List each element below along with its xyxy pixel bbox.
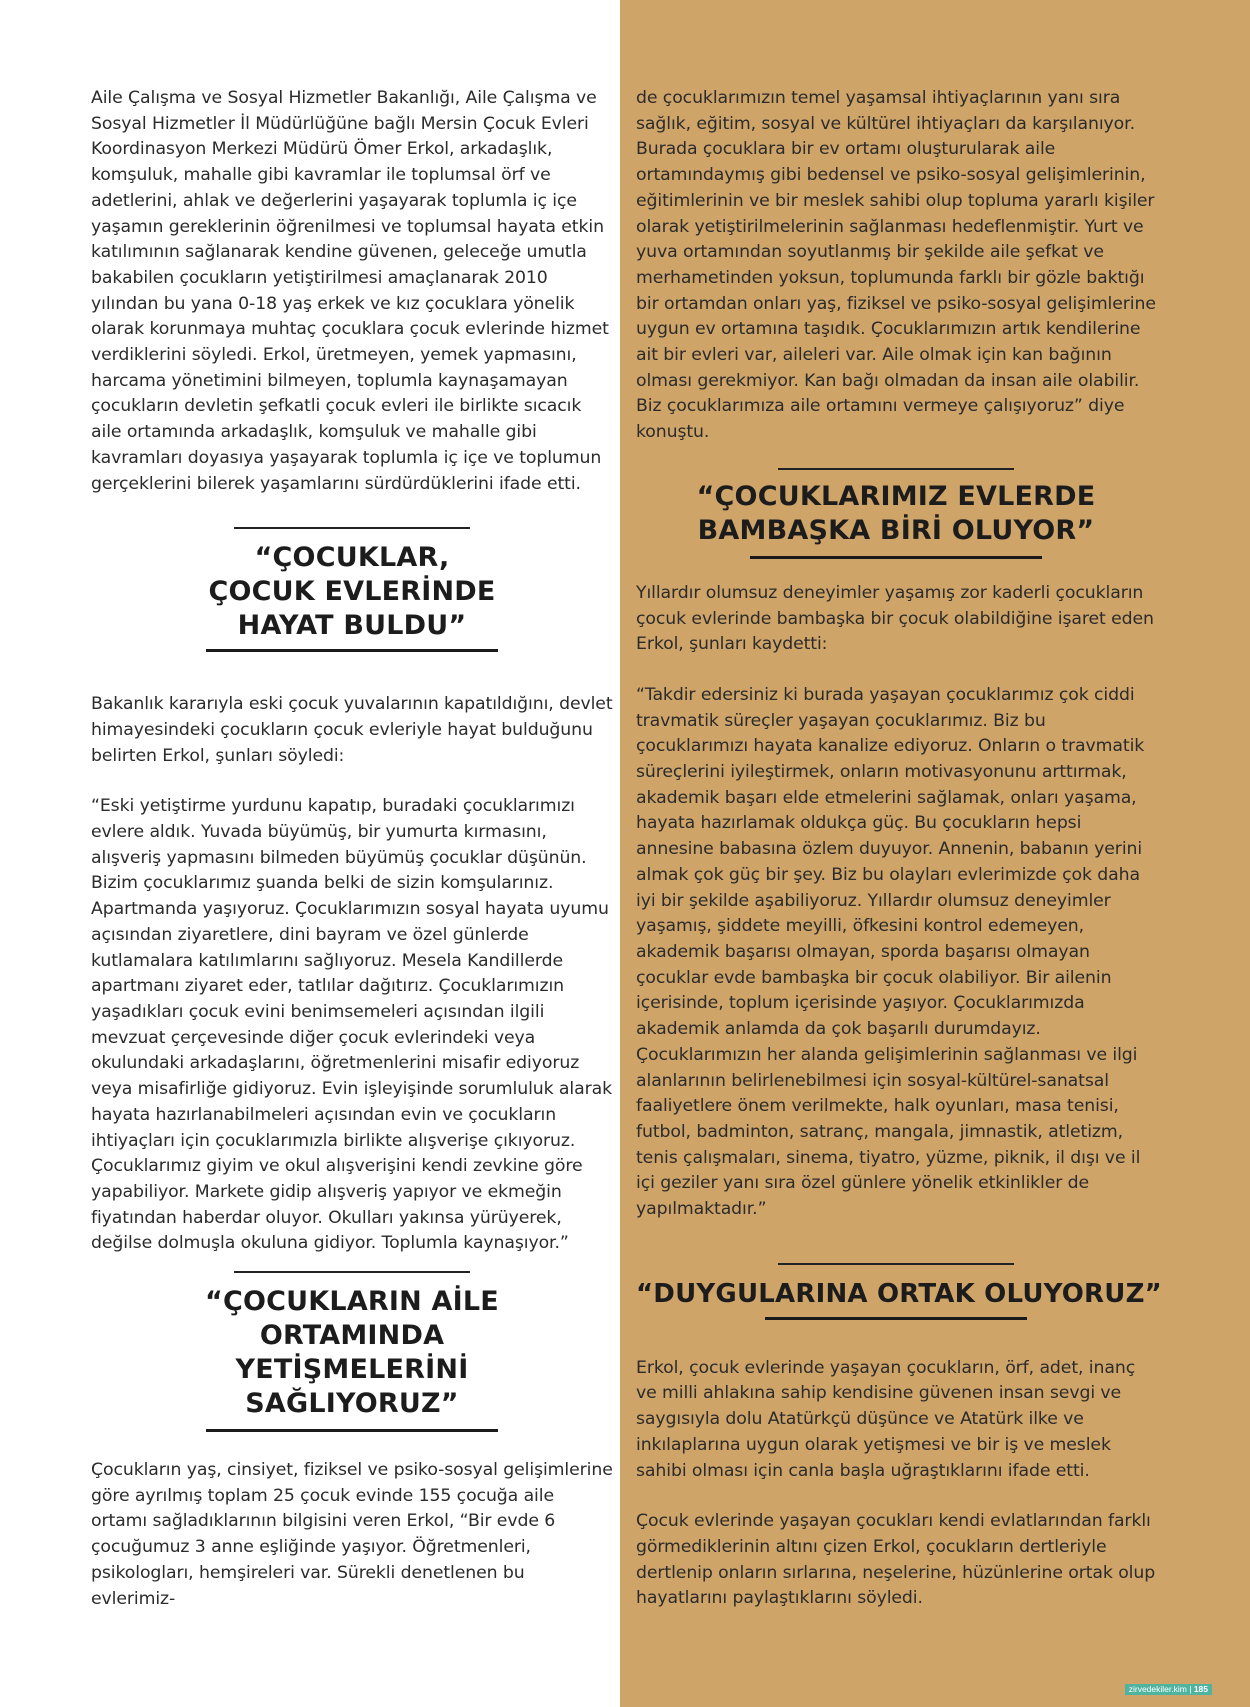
quote-paragraph: “Eski yetiştirme yurdunu kapatıp, buradaki çocuklarımızı evlere aldık. Yuvada büyümüş, bir yumurta kırmasını, alışveriş yapmasını bilmeden büyümüş çocuklar düşünün. Bizim çocuklarımız şuanda belki de sizin komşularınız. Apartmanda yaşıyoruz. Çocuklarımızın sosyal hayata uyumu açısından ziyaretlere, dini bayram ve özel günlerde kutlamalara katılımlarını sağlıyoruz. Mesela Kandillerde apartmanı ziyaret eder, tatlılar dağıtırız. Çocuklarımızın yaşadıkları çocuk evini benimsemeleri açısından ilgili mevzuat çerçevesinde diğer çocuk evlerindeki veya okulundaki arkadaşlarını, öğretmenlerini misafir ediyoruz veya misafirliğe gidiyoruz. Evin işleyişinde sorumluluk alarak hayata hazırlanabilmeleri açısından evin ve çocukların ihtiyaçları için çocuklarımızla birlikte alışverişe çıkıyoruz. Çocuklarımız giyim ve okul alışverişini kendi zevkine göre yapabiliyor. Markete gidip alışveriş yapıyor ve ekmeğin fiyatından haberdar oluyor. Okulları yakınsa yürüyerek, değilse dolmuşla okuluna gidiyor. Toplumla kaynaşıyor.” xyxy=(91,796,613,1254)
body-paragraph: Erkol, çocuk evlerinde yaşayan çocukların, örf, adet, inanç ve milli ahlakına sahip kendisine güvenen insan sevgi ve saygısıyla dolu Atatürkçü düşünce ve Atatürk ilke ve inkılaplarına uygun olarak yetişmesi ve bir iş ve meslek sahibi olması için canla başla uğraştıklarını ifade etti. xyxy=(636,1357,1136,1481)
right-column xyxy=(636,86,1162,1612)
intro-paragraph: Aile Çalışma ve Sosyal Hizmetler Bakanlığı, Aile Çalışma ve Sosyal Hizmetler İl Müdürlüğüne bağlı Mersin Çocuk Evleri Koordinasyon Merkezi Müdürü Ömer Erkol, arkadaşlık, komşuluk, mahalle gibi kavramlar ile toplumsal örf ve adetlerini, ahlak ve değerlerini yaşayarak toplumla iç içe yaşamın gereklerinin öğrenilmesi ve toplumsal hayata etkin katılımının sağlanarak kendine güvenen, geleceğe umutla bakabilen çocukların yetiştirilmesi amaçlanarak 2010 yılından bu yana 0-18 yaş erkek ve kız çocuklara yönelik olarak korunmaya muhtaç çocuklara çocuk evlerinde hizmet verdiklerini söyledi. Erkol, üretmeyen, yemek yapmasını, harcama yönetimini bilmeyen, toplumla kaynaşamayan çocukların devletin şefkatli çocuk evleri ile birlikte sıcacık aile ortamında arkadaşlık, komşuluk ve mahalle gibi kavramları doyasıya yaşayarak toplumla iç içe ve toplumun gerçeklerini bilerek yaşamlarını sürdürdüklerini ifade etti. xyxy=(91,88,609,494)
heading-rule-top xyxy=(234,1271,470,1273)
section-heading: “ÇOCUKLAR, ÇOCUK EVLERİNDE HAYAT BULDU” xyxy=(208,542,496,642)
heading-rule-top xyxy=(234,527,470,529)
section-heading: “ÇOCUKLARIMIZ EVLERDE BAMBAŞKA BİRİ OLUYOR” xyxy=(696,480,1096,546)
body-paragraph: Çocukların yaş, cinsiyet, fiziksel ve psiko-sosyal gelişimlerine göre ayrılmış toplam 25 çocuk evinde 155 çocuğa aile ortamı sağladıklarının bilgisini veren Erkol, “Bir evde 6 çocuğumuz 3 anne eşliğinde yaşıyor. Öğretmenleri, psikologları, hemşireleri var. Sürekli denetlenen bu evlerimiz- xyxy=(91,1460,613,1609)
heading-block-3 xyxy=(636,468,1156,559)
body-paragraph: Bakanlık kararıyla eski çocuk yuvalarının kapatıldığını, devlet himayesindeki çocukların çocuk evleriyle hayat bulduğunu belirten Erkol, şunları söyledi: xyxy=(91,694,613,766)
heading-rule-top xyxy=(778,468,1014,470)
page-number: 185 xyxy=(1193,1684,1208,1694)
body-paragraph: Yıllardır olumsuz deneyimler yaşamış zor kaderli çocukların çocuk evlerinde bambaşka bir çocuk olabildiğine işaret eden Erkol, şunları kaydetti: xyxy=(636,582,1154,655)
section-heading: “DUYGULARINA ORTAK OLUYORUZ” xyxy=(636,1278,1162,1309)
section-heading: “ÇOCUKLARIN AİLE ORTAMINDA YETİŞMELERİNİ SAĞLIYORUZ” xyxy=(205,1286,499,1420)
heading-rule-top xyxy=(778,1263,1014,1265)
footer-separator: | xyxy=(1189,1684,1192,1694)
heading-block-1 xyxy=(91,527,613,652)
page-footer-badge xyxy=(1125,1684,1212,1695)
body-paragraph: de çocuklarımızın temel yaşamsal ihtiyaçlarının yanı sıra sağlık, eğitim, sosyal ve kültürel ihtiyaçları da karşılanıyor. Burada çocuklara bir ev ortamı oluşturularak aile ortamındaymış gibi bedensel ve psiko-sosyal gelişimlerinin, eğitimlerinin ve bir meslek sahibi olup topluma yararlı kişiler olarak yetiştirilmelerinin sağlanması hedeflenmiştir. Yurt ve yuva ortamından soyutlanmış bir şekilde aile şefkat ve merhametinden yoksun, toplumunda farklı bir gözle baktığı bir ortamdan onları yaş, fiziksel ve psiko-sosyal gelişimlerine uygun ev ortamına taşıdık. Çocuklarımızın artık kendilerine ait bir evleri var, aileleri var. Aile olmak için kan bağının olması gerekmiyor. Kan bağı olmadan da insan aile olabilir. Biz çocuklarımıza aile ortamını vermeye çalışıyoruz” diye konuştu. xyxy=(636,88,1156,443)
heading-block-2 xyxy=(91,1271,613,1432)
footer-site: zirvedekiler.kim xyxy=(1128,1684,1187,1694)
quote-paragraph: “Takdir edersiniz ki burada yaşayan çocuklarımız çok ciddi travmatik süreçler yaşayan çocuklarımız. Biz bu çocuklarımızı hayata kanalize ediyoruz. Onların o travmatik süreçlerini iyileştirmek, onların motivasyonunu arttırmak, akademik başarı elde etmelerini sağlamak, onları yaşama, hayata hazırlamak oldukça güç. Bu çocukların hepsi annesine babasına özlem duyuyor. Annenin, babanın yerini almak çok güç bir şey. Biz bu olayları evlerimizde çok daha iyi bir şekilde aşabiliyoruz. Yıllardır olumsuz deneyimler yaşamış, şiddete meyilli, öfkesini kontrol edemeyen, akademik başarısı olmayan, sporda başarısı olmayan çocuklar evde bambaşka bir çocuk olabiliyor. Bir ailenin içerisinde, toplum içerisinde yaşıyor. Çocuklarımızda akademik anlamda da çok başarılı durumdayız. Çocuklarımızın her alanda gelişimlerinin sağlanması ve ilgi alanlarının belirlenebilmesi için sosyal-kültürel-sanatsal faaliyetlere önem verilmekte, halk oyunları, masa tenisi, futbol, badminton, satranç, mangala, jimnastik, atletizm, tenis çalışmaları, sinema, tiyatro, yüzme, piknik, il dışı ve il içi geziler yanı sıra özel günlere yönelik etkinlikler de yapılmaktadır.” xyxy=(636,684,1145,1220)
heading-block-4 xyxy=(636,1263,1162,1320)
body-paragraph: Çocuk evlerinde yaşayan çocukları kendi evlatlarından farklı görmediklerinin altını çizen Erkol, çocukların dertleriyle dertlenip onların sırlarına, neşelerine, hüzünlerine ortak olup hayatlarını paylaştıklarını söyledi. xyxy=(636,1511,1156,1609)
left-column xyxy=(91,86,613,1612)
